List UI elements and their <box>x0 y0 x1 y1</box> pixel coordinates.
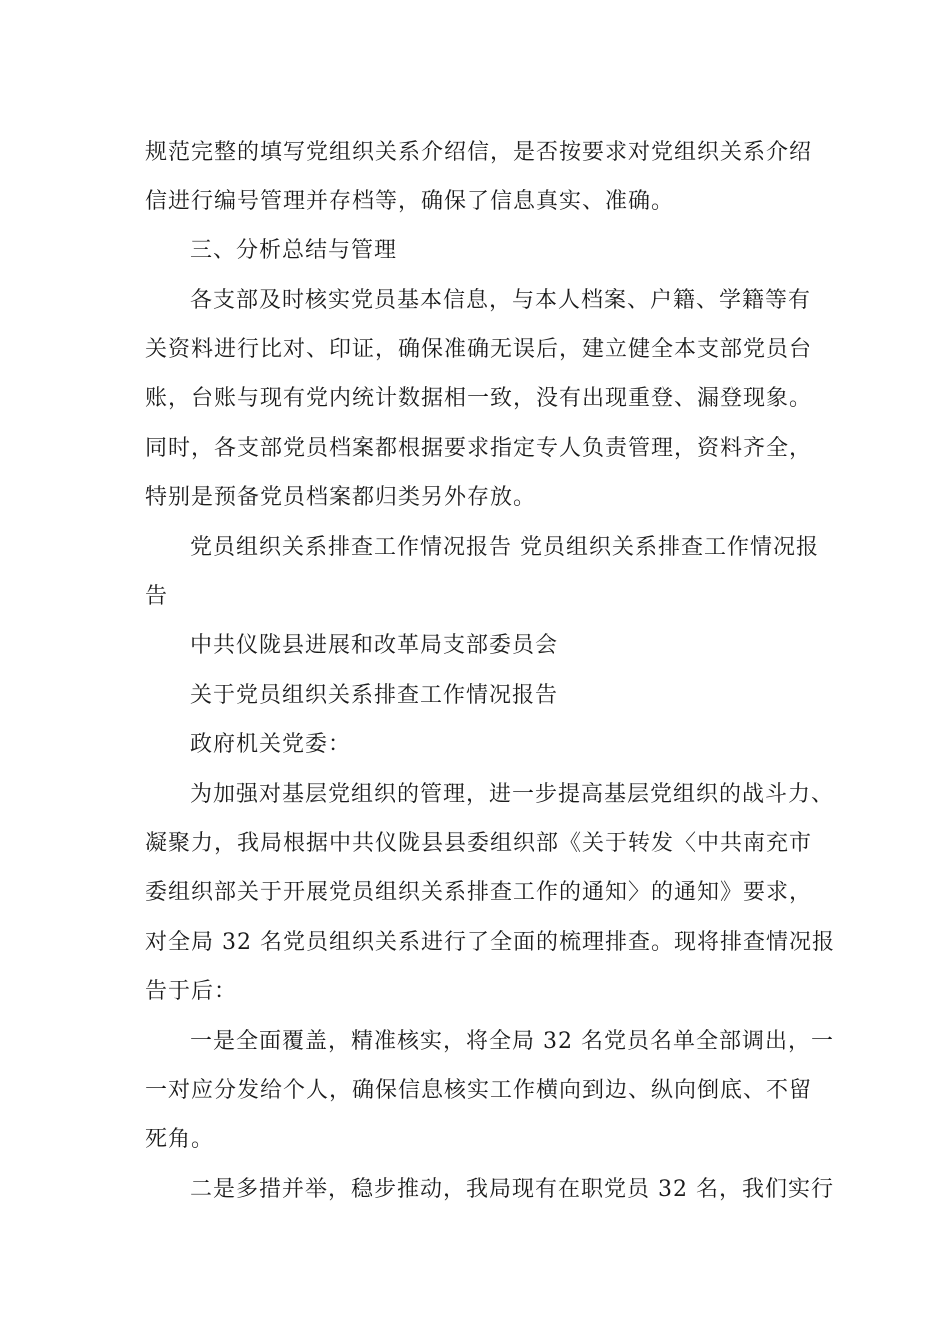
section-heading: 三、分析总结与管理 <box>190 238 398 263</box>
issuer-line: 中共仪陇县进展和改革局支部委员会 <box>190 633 559 658</box>
text-line: 为加强对基层党组织的管理，进一步提高基层党组织的战斗力、 <box>190 782 835 807</box>
text-line: 关资料进行比对、印证，确保准确无误后，建立健全本支部党员台 <box>145 337 813 362</box>
text-line: 一对应分发给个人，确保信息核实工作横向到边、纵向倒底、不留 <box>145 1078 813 1103</box>
text-line: 死角。 <box>145 1127 215 1152</box>
report-title-line: 党员组织关系排查工作情况报告 党员组织关系排查工作情况报 <box>190 535 819 560</box>
text-line: 特别是预备党员档案都归类另外存放。 <box>145 485 537 510</box>
text-line: 规范完整的填写党组织关系介绍信，是否按要求对党组织关系介绍 <box>145 140 813 165</box>
text-line: 对全局 32 名党员组织关系进行了全面的梳理排查。现将排查情况报 <box>145 930 835 955</box>
text-line: 账，台账与现有党内统计数据相一致，没有出现重登、漏登现象。 <box>145 386 813 411</box>
text-line: 各支部及时核实党员基本信息，与本人档案、户籍、学籍等有 <box>190 288 812 313</box>
text-line: 二是多措并举，稳步推动，我局现有在职党员 32 名，我们实行 <box>190 1177 834 1202</box>
text-line: 凝聚力，我局根据中共仪陇县县委组织部《关于转发〈中共南充市 <box>145 831 813 856</box>
text-line: 同时，各支部党员档案都根据要求指定专人负责管理，资料齐全， <box>145 436 813 461</box>
report-title-line: 告 <box>145 584 169 609</box>
text-line: 信进行编号管理并存档等，确保了信息真实、准确。 <box>145 189 675 214</box>
addressee-line: 政府机关党委： <box>190 732 352 757</box>
text-line: 告于后： <box>145 979 238 1004</box>
text-line: 委组织部关于开展党员组织关系排查工作的通知〉的通知》要求， <box>145 880 813 905</box>
text-line: 一是全面覆盖，精准核实，将全局 32 名党员名单全部调出，一 <box>190 1029 834 1054</box>
report-subject-line: 关于党员组织关系排查工作情况报告 <box>190 683 559 708</box>
